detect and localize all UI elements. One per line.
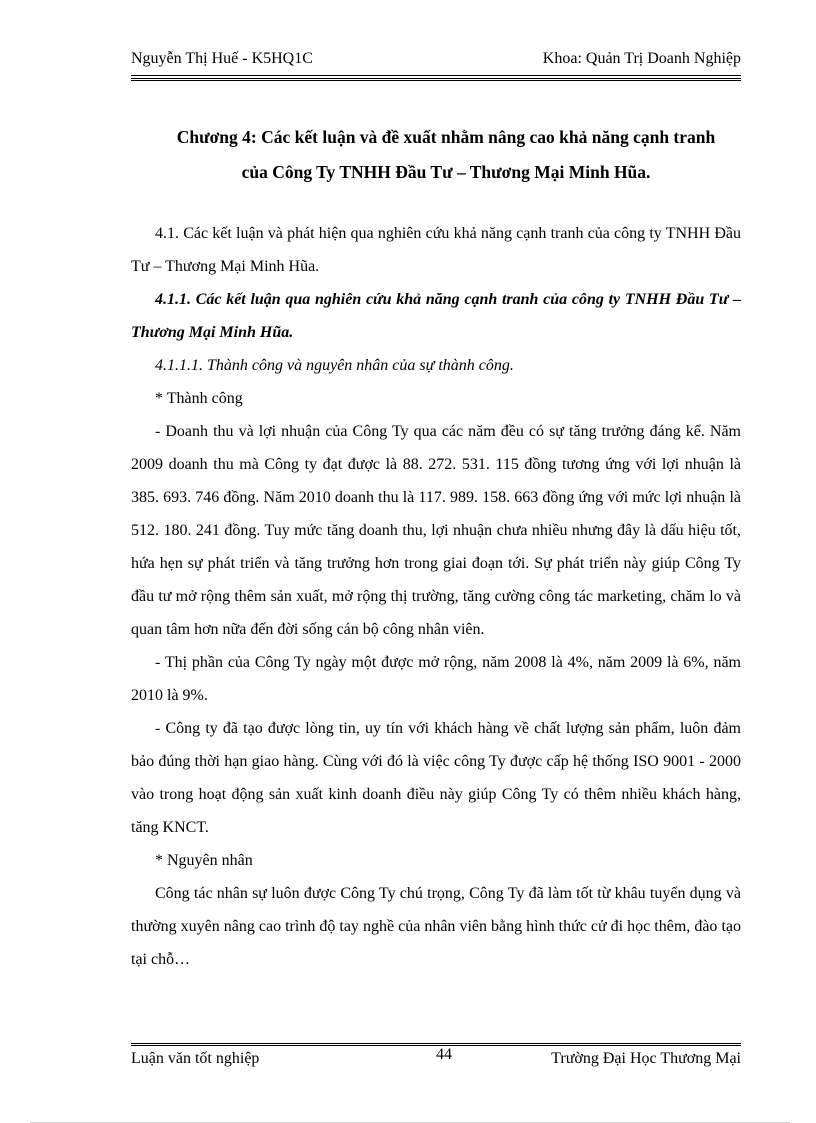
page-number: 44 <box>436 1046 452 1063</box>
subsection-heading: 4.1.1. Các kết luận qua nghiên cứu khả năng cạnh tranh của công ty TNHH Đầu Tư – Thương Mại Minh Hũa. <box>131 291 741 341</box>
section-heading: 4.1. Các kết luận và phát hiện qua nghiên cứu khả năng cạnh tranh của công ty TNHH Đầu Tư – Thương Mại Minh Hũa. <box>131 225 741 275</box>
page-header <box>131 50 741 76</box>
header-author: Nguyễn Thị Huế - K5HQ1C <box>131 50 313 67</box>
chapter-title-line-2: của Công Ty TNHH Đầu Tư – Thương Mại Minh Hũa. <box>241 162 651 182</box>
body-content <box>131 217 741 976</box>
header-divider <box>131 75 741 81</box>
footer-university: Trường Đại Học Thương Mại <box>551 1050 741 1067</box>
paragraph-market-share: - Thị phần của Công Ty ngày một được mở rộng, năm 2008 là 4%, năm 2009 là 6%, năm 2010 là 9%. <box>131 654 741 704</box>
chapter-title <box>131 120 761 190</box>
header-faculty: Khoa: Quản Trị Doanh Nghiệp <box>542 50 741 67</box>
paragraph-revenue: - Doanh thu và lợi nhuận của Công Ty qua các năm đều có sự tăng trưởng đáng kể. Năm 2009 doanh thu mà Công ty đạt được là 88. 272. 531. 115 đồng tương ứng với lợi nhuận là 385. 693. 746 đồng. Năm 2010 doanh thu là 117. 989. 158. 663 đồng ứng với mức lợi nhuận là 512. 180. 241 đồng. Tuy mức tăng doanh thu, lợi nhuận chưa nhiều nhưng đây là dấu hiệu tốt, hứa hẹn sự phát triển và tăng trưởng hơn trong giai đoạn tới. Sự phát triển này giúp Công Ty đầu tư mở rộng thêm sản xuất, mở rộng thị trường, tăng cường công tác marketing, chăm lo và quan tâm hơn nữa đến đời sống cán bộ công nhân viên. <box>131 423 741 638</box>
page-footer <box>131 1046 741 1074</box>
paragraph-personnel: Công tác nhân sự luôn được Công Ty chú trọng, Công Ty đã làm tốt từ khâu tuyển dụng và thường xuyên nâng cao trình độ tay nghề của nhân viên bằng hình thức cử đi học thêm, đào tạo tại chỗ… <box>131 885 741 968</box>
cause-label: * Nguyên nhân <box>155 852 253 869</box>
footer-thesis-label: Luận văn tốt nghiệp <box>131 1050 260 1067</box>
subsubsection-heading: 4.1.1.1. Thành công và nguyên nhân của sự thành công. <box>155 357 514 374</box>
paragraph-trust: - Công ty đã tạo được lòng tin, uy tín với khách hàng về chất lượng sản phẩm, luôn đảm bảo đúng thời hạn giao hàng. Cùng với đó là việc công Ty được cấp hệ thống ISO 9001 - 2000 vào trong hoạt động sản xuất kinh doanh điều này giúp Công Ty có thêm nhiều khách hàng, tăng KNCT. <box>131 720 741 836</box>
chapter-title-line-1: Chương 4: Các kết luận và đề xuất nhằm nâng cao khả năng cạnh tranh <box>176 127 716 147</box>
success-label: * Thành công <box>155 390 243 407</box>
